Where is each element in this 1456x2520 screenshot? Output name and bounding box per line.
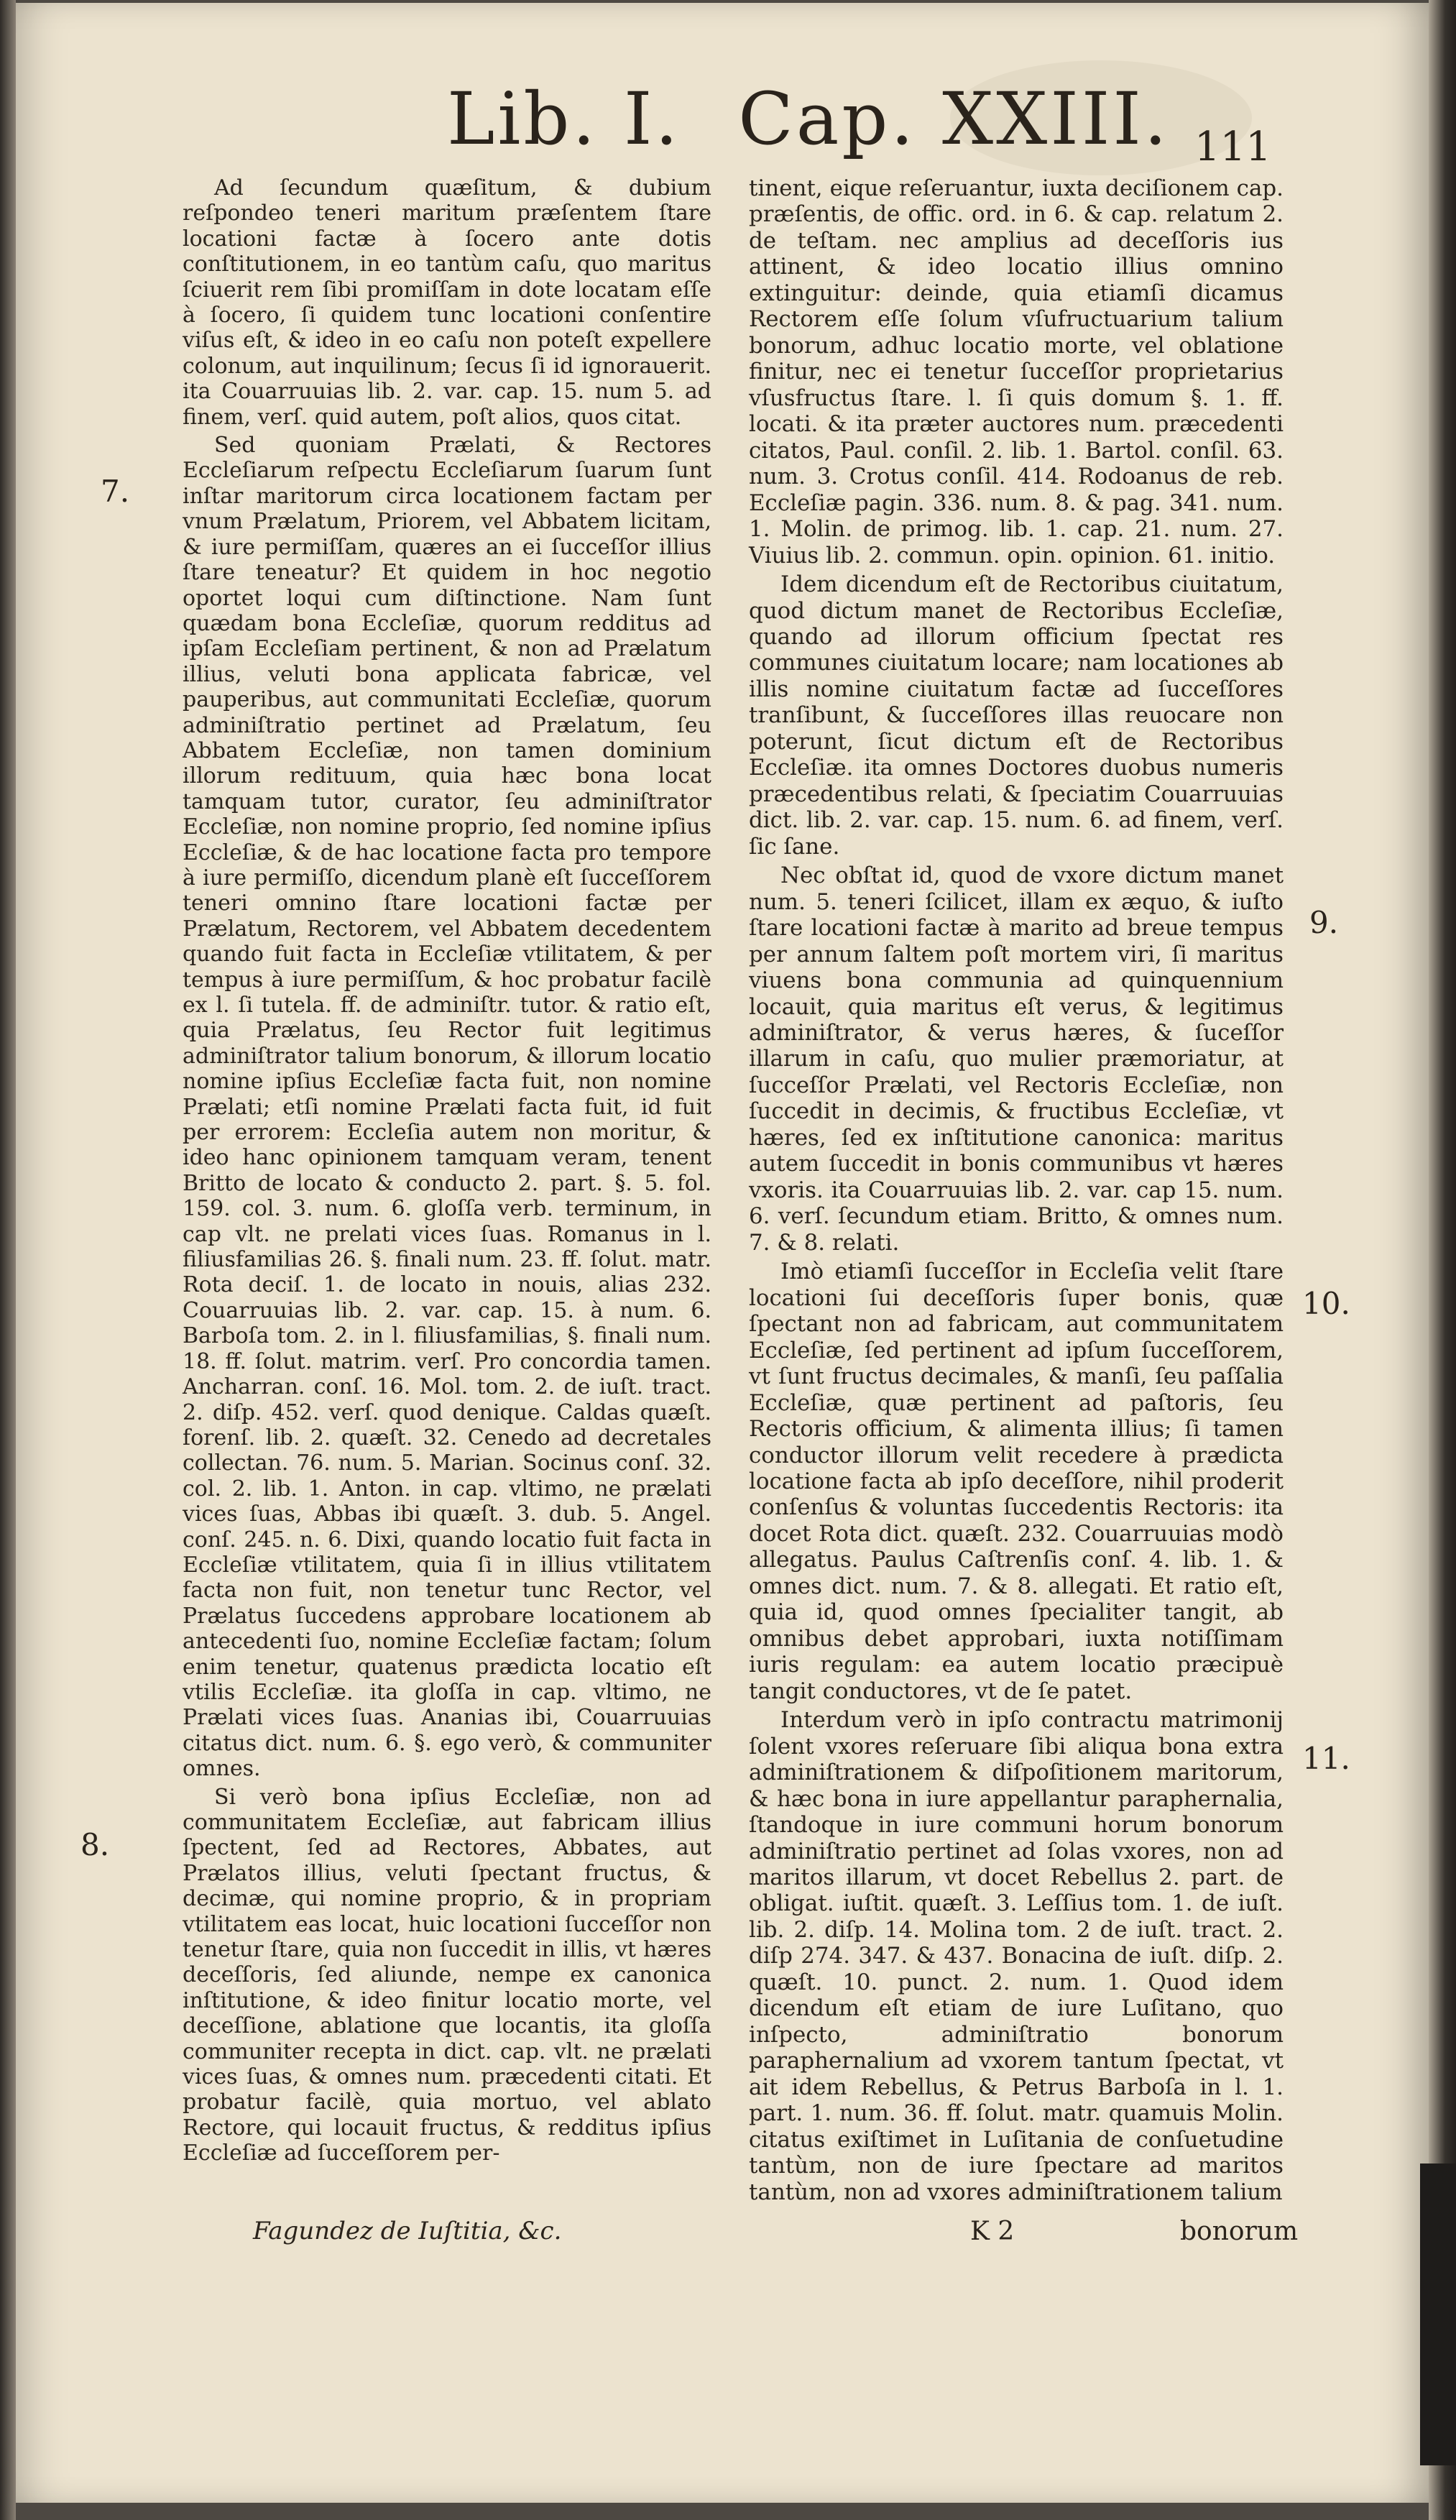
page-right-edge [1429,0,1456,2520]
paragraph: tinent, eique reſeruantur, iuxta deciſionem cap. præſentis, de offic. ord. in 6. & cap. relatum 2. de teſtam. nec amplius ad deceſſoris ius attinent, & ideo locatio illius omnino extinguitur: deinde, quia etiamſi dicamus Rectorem eſſe ſolum vſufructuarium talium bonorum, adhuc locatio morte, vel oblatione finitur, nec ei tenetur ſucceſſor proprietarius vſusfructus ſtare. l. ſi quis domum §. 1. ff. locati. & ita præter auctores num. præcedenti citatos, Paul. conſil. 2. lib. 1. Bartol. conſil. 63. num. 3. Crotus conſil. 414. Rodoanus de reb. Eccleſiæ pagin. 336. num. 8. & pag. 341. num. 1. Molin. de primog. lib. 1. cap. 21. num. 27. Viuius lib. 2. commun. opin. opinion. 61. initio. [749,175,1284,569]
paragraph: Si verò bona ipſius Eccleſiæ, non ad communitatem Eccleſiæ, aut fabricam illius ſpectent, ſed ad Rectores, Abbates, aut Prælatos illius, veluti ſpectant fructus, & decimæ, qui nomine proprio, & in propriam vtilitatem eas locat, huic locationi ſucceſſor non tenetur ſtare, quia non ſuccedit in illis, vt hæres deceſſoris, ſed aliunde, nempe ex canonica inſtitutione, & ideo finitur locatio morte, vel deceſſione, ablatione que locantis, ita gloſſa communiter recepta in dict. cap. vlt. ne prælati vices ſuas, & omnes num. præcedenti citati. Et probatur facilè, quia mortuo, vel ablato Rectore, qui locauit fructus, & redditus ipſius Eccleſiæ ad ſucceſſorem per- [183,1784,711,2166]
page-number: 111 [1194,124,1271,170]
signature-mark: K 2 [970,2217,1015,2246]
running-header [447,77,1170,161]
margin-number-11: 11. [1302,1741,1350,1776]
right-column [749,175,1284,2205]
left-column [183,175,711,2166]
paragraph: Interdum verò in ipſo contractu matrimonij ſolent vxores reſeruare ſibi aliqua bona extra adminiſtrationem & diſpoſitionem maritorum, & hæc bona in iure appellantur paraphernalia, ſtandoque in iure communi horum bonorum adminiſtratio pertinet ad ſolas vxores, non ad maritos illarum, vt docet Rebellus 2. part. de obligat. iuſtit. quæſt. 3. Leſſius tom. 1. de iuſt. lib. 2. diſp. 14. Molina tom. 2 de iuſt. tract. 2. diſp 274. 347. & 437. Bonacina de iuſt. diſp. 2. quæſt. 10. punct. 2. num. 1. Quod idem dicendum eſt etiam de iure Luſitano, quo inſpecto, adminiſtratio bonorum paraphernalium ad vxorem tantum ſpectat, vt ait idem Rebellus, & Petrus Barboſa in l. 1. part. 1. num. 36. ff. ſolut. matr. quamuis Molin. citatus exiſtimet in Luſitania de conſuetudine tantùm, non de iure ſpectare ad maritos tantùm, non ad vxores adminiſtrationem talium [749,1707,1284,2205]
header-cap: Cap. XXIII. [738,77,1170,161]
paragraph: Idem dicendum eſt de Rectoribus ciuitatum, quod dictum manet de Rectoribus Eccleſiæ, quando ad illorum officium ſpectat res communes ciuitatum locare; nam locationes ab illis nomine ciuitatum factæ ad ſucceſſores tranſibunt, & ſucceſſores illas reuocare non poterunt, ſicut dictum eſt de Rectoribus Eccleſiæ. ita omnes Doctores duobus numeris præcedentibus relati, & ſpeciatim Couarruuias dict. lib. 2. var. cap. 15. num. 6. ad finem, verſ. ſic ſane. [749,571,1284,860]
paragraph: Nec obſtat id, quod de vxore dictum manet num. 5. teneri ſcilicet, illam ex æquo, & iuſto ſtare locationi factæ à marito ad breue tempus per annum ſaltem poſt mortem viri, ſi maritus viuens bona communia ad quinquennium locauit, quia maritus eſt verus, & legitimus adminiſtrator, & verus hæres, & ſuceſſor illarum in caſu, quo mulier præmoriatur, at ſucceſſor Prælati, vel Rectoris Eccleſiæ, non ſuccedit in decimis, & fructibus Eccleſiæ, vt hæres, ſed ex inſtitutione canonica: maritus autem ſuccedit in bonis communibus vt hæres vxoris. ita Couarruuias lib. 2. var. cap 15. num. 6. verſ. ſecundum etiam. Britto, & omnes num. 7. & 8. relati. [749,863,1284,1256]
book-page [16,3,1429,2503]
paragraph: Sed quoniam Prælati, & Rectores Eccleſiarum reſpectu Eccleſiarum ſuarum ſunt inſtar maritorum circa locationem factam per vnum Prælatum, Priorem, vel Abbatem licitam, & iure permiſſam, quæres an ei ſucceſſor illius ſtare teneatur? Et quidem in hoc negotio oportet loqui cum diſtinctione. Nam ſunt quædam bona Eccleſiæ, quorum redditus ad ipſam Eccleſiam pertinent, & non ad Prælatum illius, veluti bona applicata fabricæ, vel pauperibus, aut communitati Eccleſiæ, quorum adminiſtratio pertinet ad Prælatum, ſeu Abbatem Eccleſiæ, non tamen dominium illorum redituum, quia hæc bona locat tamquam tutor, curator, ſeu adminiſtrator Eccleſiæ, non nomine proprio, ſed nomine ipſius Eccleſiæ, & de hac locatione facta pro tempore à iure permiſſo, dicendum planè eſt ſucceſſorem teneri omnino ſtare locationi factæ per Prælatum, Rectorem, vel Abbatem decedentem quando fuit facta in Eccleſiæ vtilitatem, & per tempus à iure permiſſum, & hoc probatur facilè ex l. ſi tutela. ff. de adminiſtr. tutor. & ratio eſt, quia Prælatus, ſeu Rector fuit legitimus adminiſtrator talium bonorum, & illorum locatio nomine ipſius Eccleſiæ facta fuit, non nomine Prælati; etſi nomine Prælati facta fuit, id fuit per errorem: Eccleſia autem non moritur, & ideo hanc opinionem tamquam veram, tenent Britto de locato & conducto 2. part. §. 5. fol. 159. col. 3. num. 6. gloſſa verb. terminum, in cap vlt. ne prelati vices ſuas. Romanus in l. filiusfamilias 26. §. finali num. 23. ff. ſolut. matr. Rota deciſ. 1. de locato in nouis, alias 232. Couarruuias lib. 2. var. cap. 15. à num. 6. Barboſa tom. 2. in l. filiusfamilias, §. finali num. 18. ff. ſolut. matrim. verſ. Pro concordia tamen. Ancharran. conſ. 16. Mol. tom. 2. de iuſt. tract. 2. diſp. 452. verſ. quod denique. Caldas quæſt. forenſ. lib. 2. quæſt. 32. Cenedo ad decretales collectan. 76. num. 5. Marian. Socinus conſ. 32. col. 2. lib. 1. Anton. in cap. vltimo, ne prælati vices ſuas, Abbas ibi quæſt. 3. dub. 5. Angel. conſ. 245. n. 6. Dixi, quando locatio fuit facta in Eccleſiæ vtilitatem, quia ſi in illius vtilitatem facta non fuit, non tenetur tunc Rector, vel Prælatus ſuccedens approbare locationem ab antecedenti ſuo, nomine Eccleſiæ factam; ſolum enim tenetur, quatenus prædicta locatio eſt vtilis Eccleſiæ. ita gloſſa in cap. vltimo, ne Prælati vices ſuas. Ananias ibi, Couarruuias citatus dict. num. 6. §. ego verò, & communiter omnes. [183,433,711,1782]
margin-number-8: 8. [80,1827,110,1862]
paragraph: Ad ſecundum quæſitum, & dubium reſpondeo teneri maritum præſentem ſtare locationi factæ à ſocero ante dotis conſtitutionem, in eo tantùm caſu, quo maritus ſciuerit rem ſibi promiſſam in dote locatam eſſe à ſocero, ſi quidem tunc locationi conſentire viſus eſt, & ideo in eo caſu non poteſt expellere colonum, aut inquilinum; ſecus ſi id ignorauerit. ita Couarruuias lib. 2. var. cap. 15. num 5. ad finem, verſ. quid autem, poſt alios, quos citat. [183,175,711,430]
running-footer-title: Fagundez de Iuſtitia, &c. [253,2217,562,2245]
paragraph: Imò etiamſi ſucceſſor in Eccleſia velit ſtare locationi ſui deceſſoris ſuper bonis, quæ ſpectant non ad fabricam, aut communitatem Eccleſiæ, ſed pertinent ad ipſum ſucceſſorem, vt ſunt fructus decimales, & manſi, ſeu paſſalia Eccleſiæ, quæ pertinent ad paſtoris, ſeu Rectoris officium, & alimenta illius; ſi tamen conductor illorum velit recedere à prædicta locatione facta ab ipſo deceſſore, nihil proderit conſenſus & voluntas ſuccedentis Rectoris: ita docet Rota dict. quæſt. 232. Couarruuias modò allegatus. Paulus Caſtrenſis conſ. 4. lib. 1. & omnes dict. num. 7. & 8. allegati. Et ratio eſt, quia id, quod omnes ſpecialiter tangit, ab omnibus debet approbari, iuxta notiſſimam iuris regulam: ea autem locatio præcipuè tangit conductores, vt de ſe patet. [749,1259,1284,1704]
margin-number-7: 7. [101,474,130,509]
margin-number-9: 9. [1309,905,1339,940]
page-left-edge [0,0,16,2520]
header-lib: Lib. I. [447,77,681,161]
catchword: bonorum [1180,2217,1299,2246]
binding-tab [1420,2163,1456,2465]
margin-number-10: 10. [1302,1286,1350,1321]
